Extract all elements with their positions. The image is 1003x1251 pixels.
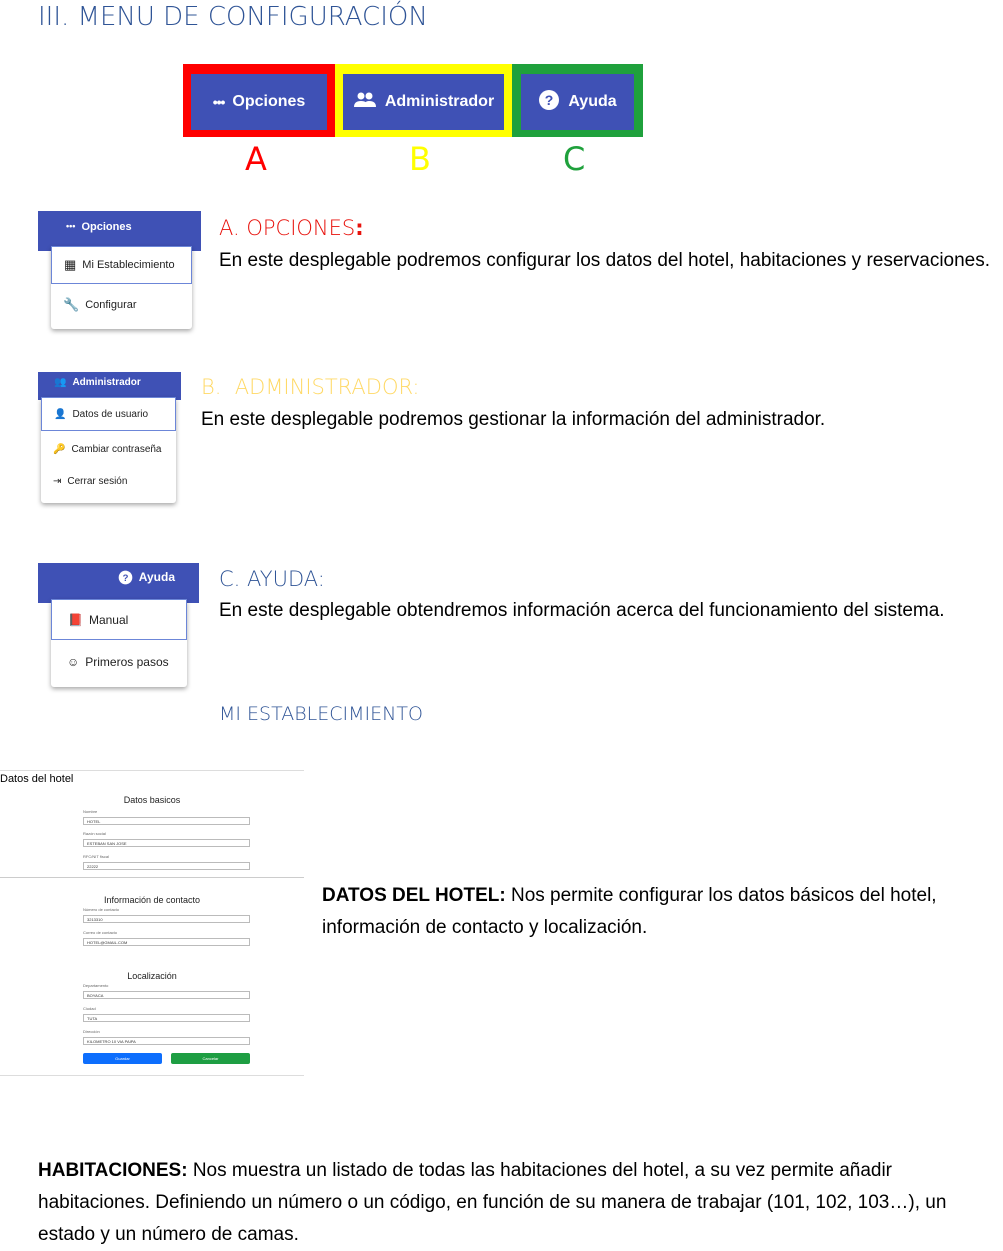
habitaciones-text: Nos muestra un listado de todas las habitaciones del hotel, a su vez permite añadir habitaciones. Definiendo un número o un código, en función de su manera de trabajar (101, 102, 103…), un estado y un número de camas. — [38, 1160, 947, 1245]
correo-contacto-field[interactable]: HOTEL@GMAIL.COM — [83, 938, 250, 946]
ciudad-field[interactable]: TUTA — [83, 1014, 250, 1022]
person-icon: 👤 — [54, 408, 67, 420]
menu-item-mi-establecimiento[interactable] — [51, 246, 192, 284]
menu-item-label: Configurar — [85, 299, 137, 311]
opciones-heading — [219, 213, 364, 243]
field-label: Número de contacto — [83, 907, 120, 912]
administrador-thumb-bar — [38, 372, 181, 400]
ayuda-label: Ayuda — [568, 93, 617, 110]
habitaciones-paragraph — [38, 1155, 993, 1251]
administrador-dropdown — [41, 397, 176, 503]
datos-hotel-description — [322, 880, 982, 944]
administrador-thumb-label: Administrador — [72, 377, 141, 388]
opciones-heading-colon: : — [355, 216, 364, 240]
dots-icon: ••• — [66, 221, 76, 231]
logout-icon: ⇥ — [53, 475, 62, 487]
opciones-button[interactable] — [191, 74, 327, 130]
field-label: Dirección — [83, 1029, 100, 1034]
menu-item-datos-usuario[interactable] — [41, 397, 176, 431]
menu-item-label: Manual — [88, 612, 129, 627]
building-icon: ▦ — [64, 257, 77, 272]
opciones-description: En este desplegable podremos configurar los datos del hotel, habitaciones y reservaciones. — [219, 250, 991, 271]
field-label: RFC/NIT fiscal — [83, 854, 109, 859]
opciones-thumb-label: Opciones — [81, 221, 132, 233]
opciones-dropdown — [51, 246, 192, 329]
opciones-heading-text: A. OPCIONES — [219, 216, 356, 240]
menu-item-label: Cerrar sesión — [67, 475, 128, 487]
people-icon: 👥 — [54, 377, 67, 388]
field-label: Razón social — [83, 831, 106, 836]
menu-item-label: Cambiar contraseña — [71, 443, 162, 455]
wrench-icon: 🔧 — [63, 297, 80, 312]
section-location-title: Localización — [127, 971, 177, 981]
nombre-field[interactable]: HOTEL — [83, 817, 250, 825]
datos-hotel-bold: DATOS DEL HOTEL: — [322, 885, 506, 906]
ayuda-heading: C. AYUDA: — [219, 567, 325, 591]
opciones-label: Opciones — [232, 93, 306, 110]
letter-c: C — [563, 140, 586, 178]
administrador-button[interactable] — [343, 74, 504, 130]
save-button[interactable]: Guardar — [83, 1053, 162, 1064]
departamento-field[interactable]: BOYACA — [83, 991, 250, 999]
field-label: Nombre — [83, 809, 98, 814]
menu-item-manual[interactable] — [51, 599, 187, 640]
administrador-heading: B. ADMINISTRADOR: — [201, 375, 420, 399]
field-label: Correo de contacto — [83, 930, 118, 935]
letter-b: B — [409, 140, 431, 178]
field-label: Ciudad — [83, 1006, 96, 1011]
letter-a: A — [245, 140, 267, 178]
section-title: III. MENU DE CONFIGURACIÓN — [38, 2, 428, 32]
form-page-title: Datos del hotel — [0, 773, 74, 785]
menu-item-primeros-pasos[interactable] — [51, 643, 187, 681]
help-circle-icon — [538, 89, 560, 116]
key-icon: 🔑 — [53, 443, 66, 455]
administrador-description: En este desplegable podremos gestionar la información del administrador. — [201, 409, 826, 430]
cancel-button[interactable]: Cancelar — [171, 1053, 250, 1064]
menu-item-label: Primeros pasos — [85, 655, 169, 669]
ayuda-button[interactable] — [521, 74, 634, 130]
menu-item-configurar[interactable] — [51, 286, 192, 324]
hotel-form-screenshot — [0, 770, 304, 1076]
habitaciones-bold: HABITACIONES: — [38, 1160, 188, 1181]
menu-item-label: Mi Establecimiento — [82, 259, 175, 271]
section-divider — [0, 877, 304, 878]
administrador-label: Administrador — [384, 93, 495, 110]
datos-hotel-text: Nos permite configurar los datos básicos del hotel, información de contacto y localización. — [322, 885, 937, 938]
face-icon: ☺ — [67, 655, 80, 669]
numero-contacto-field[interactable]: 3213310 — [83, 915, 250, 923]
rfc-field[interactable]: 22222 — [83, 862, 250, 870]
svg-text:?: ? — [545, 91, 554, 108]
menu-item-cerrar-sesion[interactable] — [41, 465, 176, 497]
book-icon: 📕 — [68, 612, 83, 627]
section-basic-title: Datos basicos — [123, 795, 181, 805]
dots-icon: ••• — [212, 94, 225, 110]
ayuda-dropdown — [51, 599, 187, 687]
razon-social-field[interactable]: ESTEBAN SAN JOSE — [83, 839, 250, 847]
section-contact-title: Información de contacto — [103, 895, 201, 905]
svg-text:?: ? — [122, 572, 129, 584]
ayuda-thumb-bar — [38, 563, 199, 603]
field-label: Departamento — [83, 983, 109, 988]
mi-establecimiento-heading: MI ESTABLECIMIENTO — [219, 703, 423, 725]
opciones-thumb-bar — [38, 211, 201, 251]
people-icon — [353, 92, 377, 113]
direccion-field[interactable]: KILOMETRO 10 VIA PAIPA — [83, 1037, 250, 1045]
help-circle-icon — [118, 570, 133, 588]
ayuda-description: En este desplegable obtendremos información acerca del funcionamiento del sistema. — [219, 600, 945, 621]
ayuda-thumb-label: Ayuda — [138, 570, 175, 584]
menu-item-cambiar-contrasena[interactable] — [41, 433, 176, 465]
menu-item-label: Datos de usuario — [72, 408, 149, 420]
